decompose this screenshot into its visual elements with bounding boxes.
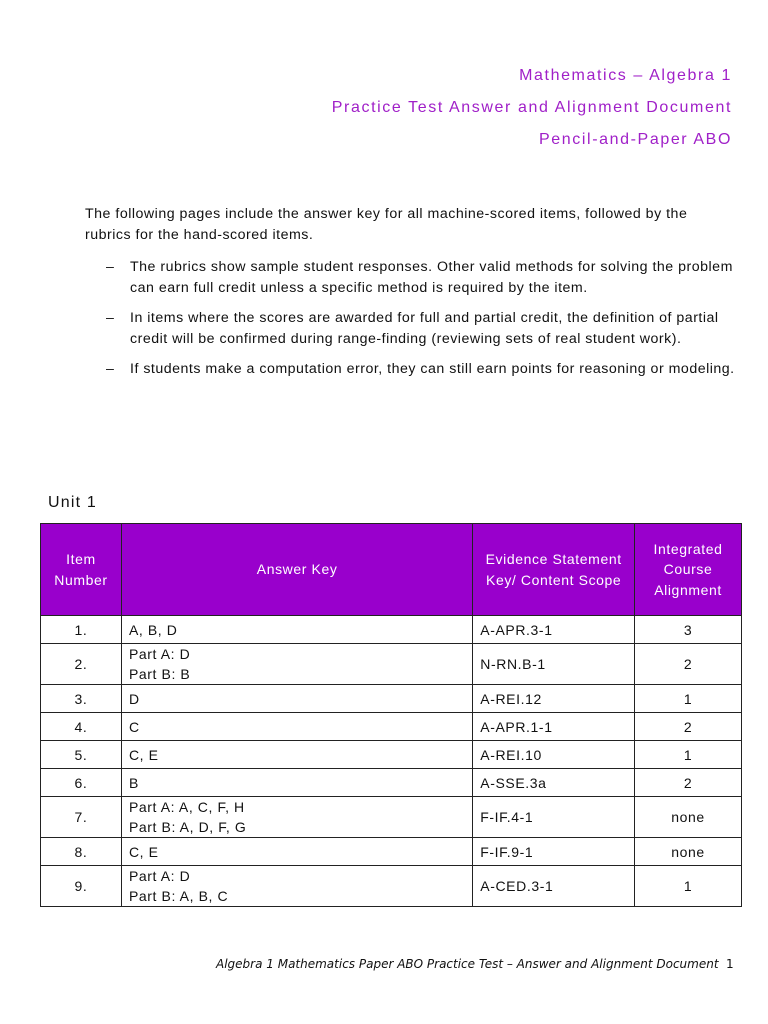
course-alignment-cell: 2: [635, 769, 742, 797]
answer-key-line: Part A: D: [128, 646, 191, 662]
answer-key-line: Part A: D: [128, 868, 191, 884]
document-header: [332, 66, 732, 162]
intro-bullet: [85, 359, 735, 380]
table-row: [41, 616, 742, 644]
evidence-statement-cell: A-REI.10: [473, 741, 635, 769]
format-title: Pencil-and-Paper ABO: [539, 131, 732, 148]
evidence-statement-cell: A-APR.1-1: [473, 713, 635, 741]
intro-bullet: [85, 257, 735, 298]
course-alignment-cell: none: [635, 838, 742, 866]
intro-bullet: [85, 308, 735, 349]
course-alignment-cell: 1: [635, 685, 742, 713]
table-row: [41, 866, 742, 907]
course-alignment-cell: 2: [635, 644, 742, 685]
evidence-statement-cell: A-REI.12: [473, 685, 635, 713]
table-header-row: [41, 524, 742, 616]
item-number-cell: 3.: [41, 685, 122, 713]
item-number-cell: 1.: [41, 616, 122, 644]
answer-key-cell: [121, 838, 472, 866]
answer-key-cell: [121, 713, 472, 741]
answer-key-line: Part B: B: [128, 666, 191, 682]
table-row: [41, 685, 742, 713]
bullet-text: In items where the scores are awarded for full and partial credit, the definition of partial credit will be confirmed during range-finding (reviewing sets of real student work).: [130, 310, 719, 347]
answer-key-line: Part B: A, B, C: [128, 888, 229, 904]
page-number: 1: [726, 957, 734, 971]
table-row: [41, 838, 742, 866]
evidence-statement-cell: F-IF.4-1: [473, 797, 635, 838]
item-number-cell: 6.: [41, 769, 122, 797]
header-answer-key: Answer Key: [121, 524, 472, 616]
unit-heading: Unit 1: [48, 494, 97, 511]
evidence-statement-cell: N-RN.B-1: [473, 644, 635, 685]
footer-text: Algebra 1 Mathematics Paper ABO Practice Test – Answer and Alignment Document: [216, 957, 719, 971]
dash-marker: –: [106, 310, 115, 326]
answer-key-line: D: [128, 690, 140, 707]
answer-key-line: Part B: A, D, F, G: [128, 819, 247, 835]
table-row: [41, 741, 742, 769]
document-title: Practice Test Answer and Alignment Document: [331, 99, 732, 116]
course-alignment-cell: 2: [635, 713, 742, 741]
item-number-cell: 8.: [41, 838, 122, 866]
course-alignment-cell: 1: [635, 866, 742, 907]
intro-bullet-list: [85, 257, 735, 380]
intro-paragraph: The following pages include the answer key for all machine-scored items, followed by the rubrics for the hand-scored items.: [85, 206, 688, 243]
evidence-statement-cell: A-CED.3-1: [473, 866, 635, 907]
dash-marker: –: [106, 259, 115, 275]
intro-section: [85, 204, 735, 390]
evidence-statement-cell: A-APR.3-1: [473, 616, 635, 644]
header-evidence-statement: Evidence Statement Key/ Content Scope: [473, 524, 635, 616]
table-row: [41, 797, 742, 838]
answer-key-cell: [121, 866, 472, 907]
header-item-number: Item Number: [41, 524, 122, 616]
table-row: [41, 713, 742, 741]
table-body: [41, 616, 742, 907]
header-course-alignment: Integrated Course Alignment: [635, 524, 742, 616]
answer-key-line: B: [128, 774, 139, 791]
item-number-cell: 5.: [41, 741, 122, 769]
answer-key-table: [40, 523, 742, 907]
evidence-statement-cell: A-SSE.3a: [473, 769, 635, 797]
subject-title: Mathematics – Algebra 1: [519, 67, 732, 84]
course-alignment-cell: 1: [635, 741, 742, 769]
answer-key-line: A, B, D: [128, 621, 178, 638]
answer-key-line: C, E: [128, 746, 159, 763]
answer-key-cell: [121, 741, 472, 769]
item-number-cell: 4.: [41, 713, 122, 741]
bullet-text: The rubrics show sample student responses. Other valid methods for solving the problem can earn full credit unless a specific method is required by the item.: [130, 259, 733, 296]
course-alignment-cell: 3: [635, 616, 742, 644]
answer-key-cell: [121, 769, 472, 797]
answer-key-line: Part A: A, C, F, H: [128, 799, 245, 815]
answer-key-cell: [121, 616, 472, 644]
evidence-statement-cell: F-IF.9-1: [473, 838, 635, 866]
answer-key-line: C: [128, 718, 140, 735]
dash-marker: –: [106, 361, 115, 377]
table-row: [41, 769, 742, 797]
answer-key-line: C, E: [128, 843, 159, 860]
item-number-cell: 2.: [41, 644, 122, 685]
course-alignment-cell: none: [635, 797, 742, 838]
item-number-cell: 9.: [41, 866, 122, 907]
table-row: [41, 644, 742, 685]
answer-key-cell: [121, 797, 472, 838]
answer-key-cell: [121, 685, 472, 713]
answer-key-cell: [121, 644, 472, 685]
item-number-cell: 7.: [41, 797, 122, 838]
bullet-text: If students make a computation error, they can still earn points for reasoning or modeling.: [130, 361, 735, 377]
